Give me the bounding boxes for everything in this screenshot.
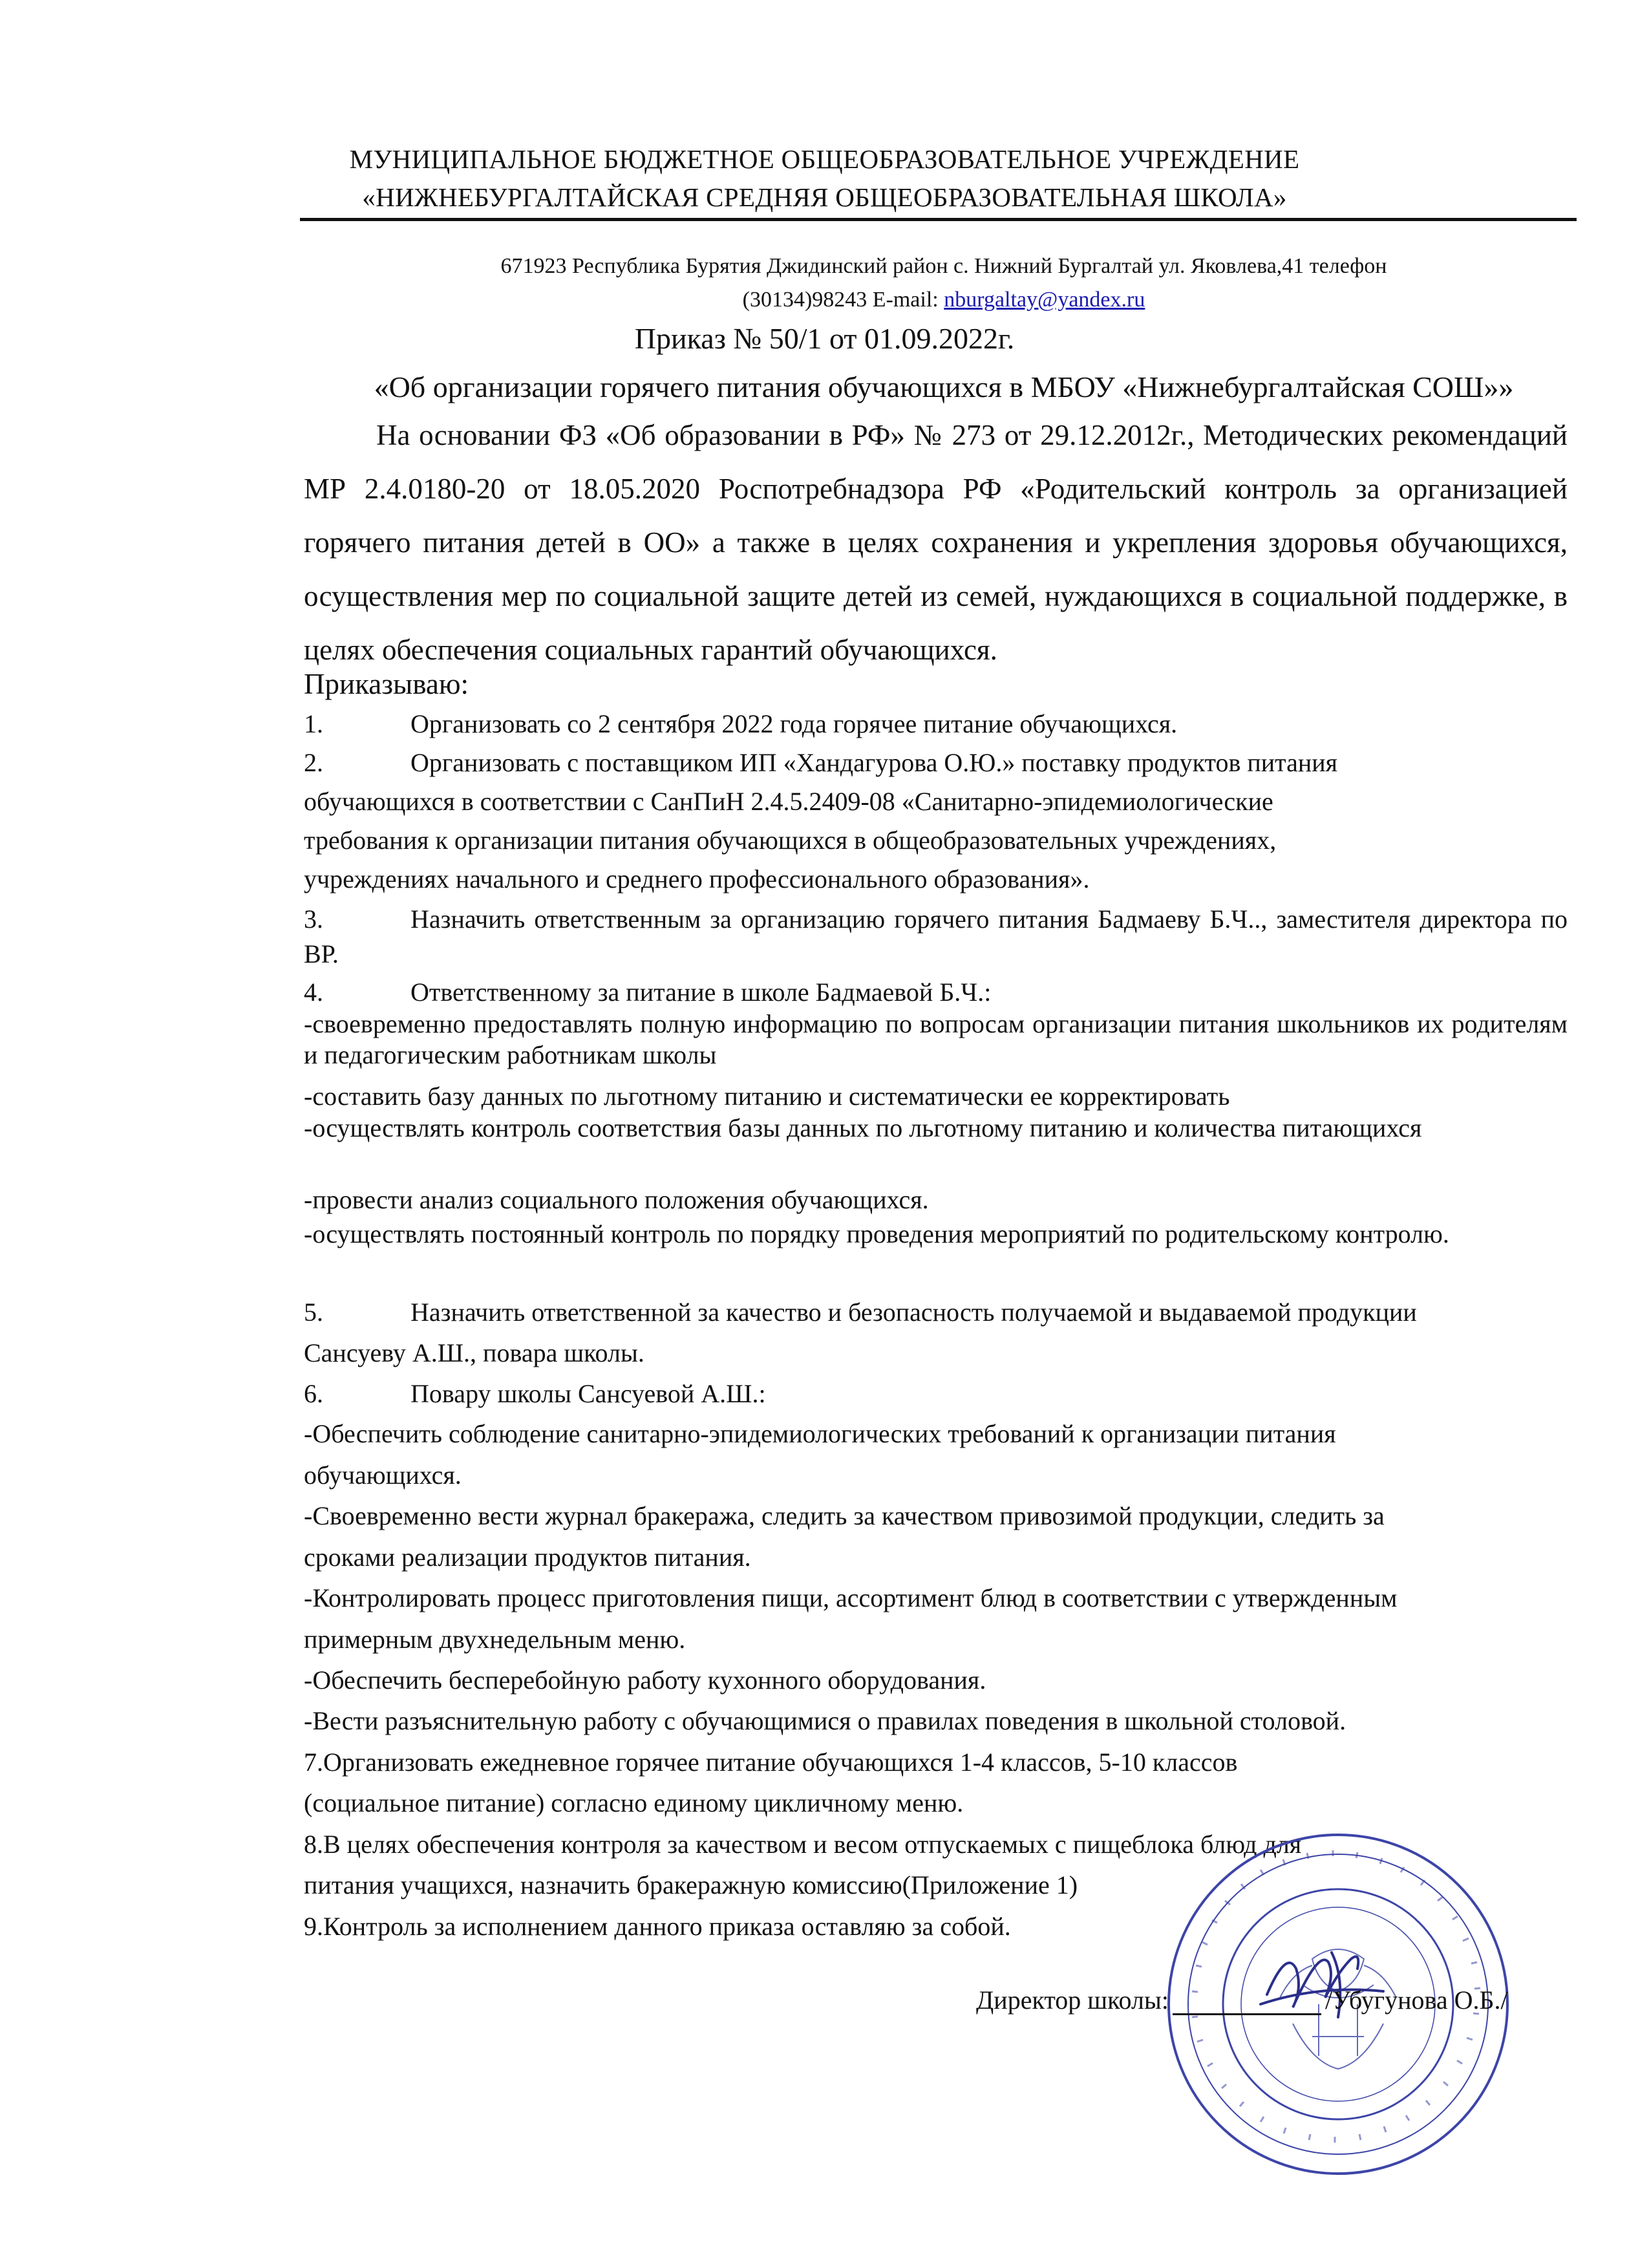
header-divider xyxy=(300,218,1577,221)
item-6-duty: -Контролировать процесс приготовления пищи, ассортимент блюд в соответствии с утвержденным xyxy=(304,1583,1398,1612)
order-item-8: 8.В целях обеспечения контроля за качеством и весом отпускаемых с пищеблока блюд для xyxy=(304,1830,1302,1859)
item-4-duty: -составить базу данных по льготному питанию и систематически ее корректировать xyxy=(304,1082,1230,1111)
order-item-2-line: учреждениях начального и среднего профессионального образования». xyxy=(304,864,1090,893)
item-6-duty: примерным двухнедельным меню. xyxy=(304,1625,686,1654)
signature-line xyxy=(1173,1985,1321,2015)
order-item-4 xyxy=(304,973,1568,1012)
order-item-2-line: требования к организации питания обучающихся в общеобразовательных учреждениях, xyxy=(304,826,1277,855)
order-item-2 xyxy=(304,744,1568,782)
item-6-duty: сроками реализации продуктов питания. xyxy=(304,1543,751,1572)
contact-line xyxy=(304,288,1584,312)
item-number: 5. xyxy=(304,1298,323,1327)
email-link[interactable]: nburgaltay@yandex.ru xyxy=(944,288,1145,312)
item-text: Повару школы Сансуевой А.Ш.: xyxy=(410,1379,766,1408)
item-6-duty: -Вести разъяснительную работу с обучающимися о правилах поведения в школьной столовой. xyxy=(304,1706,1346,1735)
director-signature xyxy=(1254,1933,1390,2030)
item-number: 2. xyxy=(304,748,323,777)
item-6-duty: -Обеспечить бесперебойную работу кухонного оборудования. xyxy=(304,1665,986,1695)
preamble-paragraph: На основании ФЗ «Об образовании в РФ» № 273 от 29.12.2012г., Методических рекомендаций МР 2.4.0180-20 от 18.05.2020 Роспотребнадзора РФ «Родительский контроль за организацией горячего питания детей в ОО» а также в целях сохранения и укрепления здоровья обучающихся, осуществления мер по социальной защите детей из семей, нуждающихся в социальной поддержке, в целях обеспечения социальных гарантий обучающихся. xyxy=(304,419,1568,666)
item-text: Ответственному за питание в школе Бадмаевой Б.Ч.: xyxy=(410,978,992,1007)
director-role: Директор школы: xyxy=(976,1985,1169,2015)
order-item-7: 7.Организовать ежедневное горячее питание обучающихся 1-4 классов, 5-10 классов xyxy=(304,1748,1238,1777)
item-text: Назначить ответственной за качество и безопасность получаемой и выдаваемой продукции xyxy=(410,1298,1417,1327)
director-name: /Убугунова О.Б./ xyxy=(1325,1985,1508,2015)
order-item-9: 9.Контроль за исполнением данного приказа оставляю за собой. xyxy=(304,1912,1011,1941)
item-4-duty: -осуществлять постоянный контроль по порядку проведения мероприятий по родительскому контролю. xyxy=(304,1219,1449,1248)
item-6-duty: -Своевременно вести журнал бракеража, следить за качеством привозимой продукции, следить за xyxy=(304,1501,1385,1530)
order-subject: «Об организации горячего питания обучающихся в МБОУ «Нижнебургалтайская СОШ»» xyxy=(374,370,1514,403)
item-text: Организовать со 2 сентября 2022 года горячее питание обучающихся. xyxy=(410,709,1178,738)
item-number: 4. xyxy=(304,978,323,1007)
item-text: Организовать с поставщиком ИП «Хандагурова О.Ю.» поставку продуктов питания xyxy=(410,748,1338,777)
order-item-6 xyxy=(304,1375,1568,1413)
institution-name-line1: МУНИЦИПАЛЬНОЕ БЮДЖЕТНОЕ ОБЩЕОБРАЗОВАТЕЛЬНОЕ УЧРЕЖДЕНИЕ xyxy=(349,144,1300,174)
item-number: 6. xyxy=(304,1379,323,1408)
order-item-2-line: обучающихся в соответствии с СанПиН 2.4.5.2409-08 «Санитарно-эпидемиологические xyxy=(304,787,1273,816)
item-4-duty: -своевременно предоставлять полную информацию по вопросам организации питания школьников их родителям и педагогическим работникам школы xyxy=(304,1009,1568,1069)
order-word: Приказываю: xyxy=(304,668,469,700)
order-item-7-line: (социальное питание) согласно единому цикличному меню. xyxy=(304,1788,964,1817)
signature-block xyxy=(976,1985,1508,2015)
item-4-duty: -провести анализ социального положения обучающихся. xyxy=(304,1185,929,1214)
address-line: 671923 Республика Бурятия Джидинский район с. Нижний Бургалтай ул. Яковлева,41 телефон xyxy=(500,254,1387,278)
order-item-8-line: питания учащихся, назначить бракеражную комиссию(Приложение 1) xyxy=(304,1870,1078,1899)
item-6-duty: обучающихся. xyxy=(304,1460,462,1490)
phone-label: (30134)98243 E-mail: xyxy=(742,288,944,312)
order-item-5 xyxy=(304,1293,1568,1332)
order-item-1 xyxy=(304,705,1568,744)
item-number: 1. xyxy=(304,709,323,738)
item-4-duty: -осуществлять контроль соответствия базы данных по льготному питанию и количества питающихся xyxy=(304,1113,1422,1142)
item-text: Назначить ответственным за организацию горячего питания Бадмаеву Б.Ч.., заместителя директора по ВР. xyxy=(304,904,1568,968)
order-item-5-line: Сансуеву А.Ш., повара школы. xyxy=(304,1338,644,1367)
order-title: Приказ № 50/1 от 01.09.2022г. xyxy=(634,322,1015,355)
item-6-duty: -Обеспечить соблюдение санитарно-эпидемиологических требований к организации питания xyxy=(304,1419,1336,1448)
order-item-3 xyxy=(304,902,1568,972)
item-number: 3. xyxy=(304,904,323,934)
institution-name-line2: «НИЖНЕБУРГАЛТАЙСКАЯ СРЕДНЯЯ ОБЩЕОБРАЗОВАТЕЛЬНАЯ ШКОЛА» xyxy=(362,182,1287,212)
